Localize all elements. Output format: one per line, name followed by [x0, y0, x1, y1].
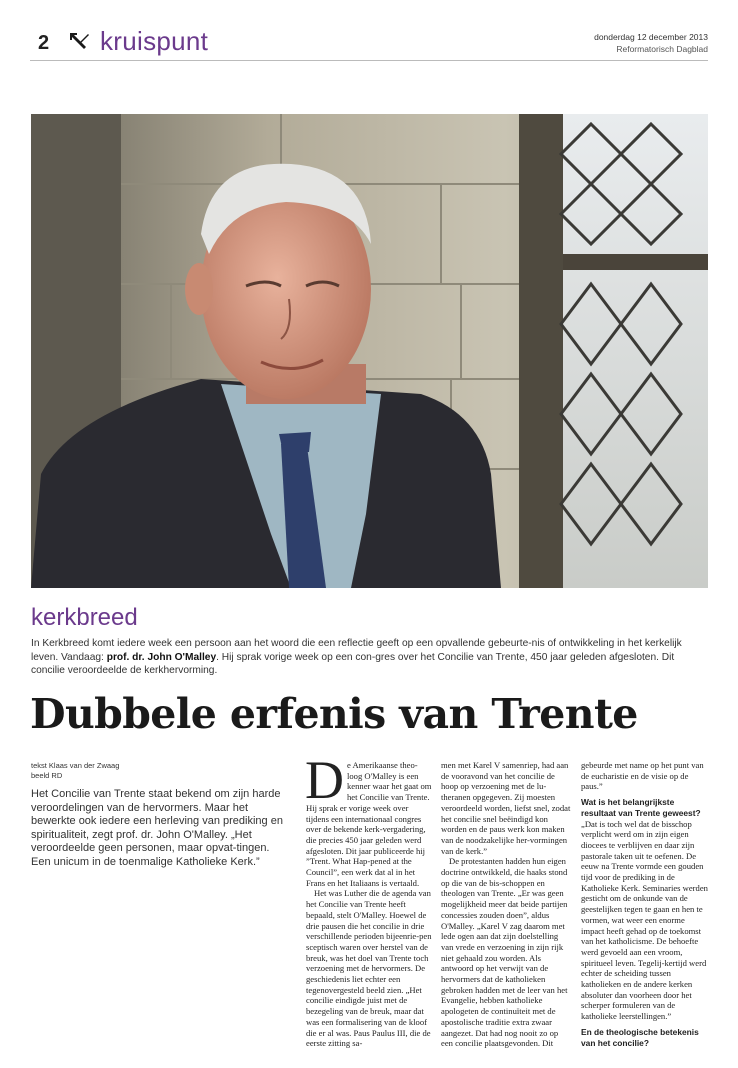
- column-kicker: kerkbreed: [31, 604, 138, 631]
- image-credit: beeld RD: [31, 771, 63, 780]
- body-paragraph: gebeurde met name op het punt van de eucharistie en de visie op de paus.”: [581, 760, 704, 792]
- interview-question: Wat is het belangrijkste resultaat van Trente geweest?: [581, 797, 701, 818]
- section-title: kruispunt: [100, 26, 209, 56]
- article-headline: Dubbele erfenis van Trente: [30, 690, 638, 738]
- body-paragraph: Het was Luther die de agenda van het Concilie van Trente heeft bepaald, stelt O'Malley. Hoewel de drie pausen die het concilie in drie verschillende perioden bijeenrie-pen sceptisch waren over herstel van de breuk, was het doel van Trente toch verzoening met de hervormers. De geschiedenis liet echter een tegenovergesteld beeld zien. „Het concilie eindigde juist met de bezegeling van de breuk, maar dat was een formalisering van de kloof die er al was. Paus Paulus III, die de eerste zitting sa-: [306, 888, 432, 1049]
- body-paragraph: men met Karel V samenriep, had aan de vooravond van het concilie de hoop op verzoening met de lu-theranen opgegeven. Zij moesten veroordeeld worden, liefst snel, zodat het concilie snel beëindigd kon worden en de paus werk kon maken van de noodzakelijke her-vormingen van de kerk.”: [441, 760, 571, 856]
- page-number: 2: [38, 32, 50, 54]
- body-paragraph: De protestanten hadden hun eigen doctrine ontwikkeld, die haaks stond op die van de bis-schoppen en theologen van Trente. „Er was geen mogelijkheid meer dat beide partijen concessies zouden doen”, aldus O'Malley. „Karel V zag daarom met lede ogen aan dat zijn doelstelling van vrede en verzoening in zijn rijk niet gehaald zou worden. Als antwoord op het verwijt van de hervormers dat de katholieken gebroken hadden met de leer van het Evangelie, hebben katholieke apologeten de continuïteit met de apostolische traditie extra zwaar aangezet. Dat had nog nooit zo op een concilie plaatsgevonden. Dit: [441, 856, 568, 1049]
- credits: [31, 761, 119, 781]
- arrow-cross-icon: [68, 30, 90, 52]
- publication-name: Reformatorisch Dagblad: [616, 44, 708, 54]
- article-column-2: [441, 760, 571, 1049]
- drop-cap: D: [305, 750, 344, 810]
- author-credit: tekst Klaas van der Zwaag: [31, 761, 120, 770]
- portrait-photo: [31, 114, 708, 588]
- issue-date: donderdag 12 december 2013: [594, 32, 708, 42]
- body-paragraph: „Dat is toch wel dat de bisschop verplicht werd om in zijn eigen diocees te verblijven en daar zijn pastorale taken uit te oefenen. De eeuw na Trente vormde een gouden tijd voor de prediking in de Katholieke Kerk. Seminaries werden gesticht om de onkunde van de geestelijken tegen te gaan en hen te vormen, wat weer een enorme impact heeft gehad op de toekomst van het katholicisme. De behoefte werd gevoeld aan een vroom, spiritueel leven. Tegelij-kertijd werd echter de scheiding tussen katholieken en de andere kerken absoluter dan voorheen door het scherper formuleren van de katholieke leerstellingen.”: [581, 818, 708, 1022]
- article-column-3: [581, 760, 709, 1048]
- article-column-1: [305, 750, 432, 1049]
- page-header: [30, 26, 708, 61]
- body-paragraph: e Amerikaanse theo-loog O'Malley is een kenner waar het gaat om het Concilie van Trente. Hij sprak er vorige week over tijdens een internationaal congres over de bekende kerk-vergadering, die precies 450 jaar geleden werd afgesloten. Dit jaar publiceerde hij ”Trent. What Hap-pened at the Council”, een werk dat al in het Frans en het Italiaans is vertaald.: [306, 760, 432, 888]
- interview-question: En de theologische betekenis van het concilie?: [581, 1026, 699, 1048]
- interviewee-name: prof. dr. John O'Malley: [106, 651, 217, 663]
- intro-text: In Kerkbreed komt iedere week een persoon aan het woord die een reflectie geeft op een opvallende gebeurte-nis of ontwikkeling in het kerkelijk leven. Vandaag: prof. dr. John O'Malley. Hij sprak vorige week op een con-gres over het Concilie van Trente, 450 jaar geleden afgesloten. Dit concilie veroordeelde de kerkhervorming.: [31, 638, 682, 676]
- lead-paragraph: Het Concilie van Trente staat bekend om zijn harde veroordelingen van de hervormers. Maar het bewerkte ook iedere een herleving van prediking en spiritualiteit, zegt prof. dr. John O'Malley. „Het veroordeelde geen personen, maar opvat-tingen. Een unicum in de toenmalige Katholieke Kerk.”: [31, 788, 283, 868]
